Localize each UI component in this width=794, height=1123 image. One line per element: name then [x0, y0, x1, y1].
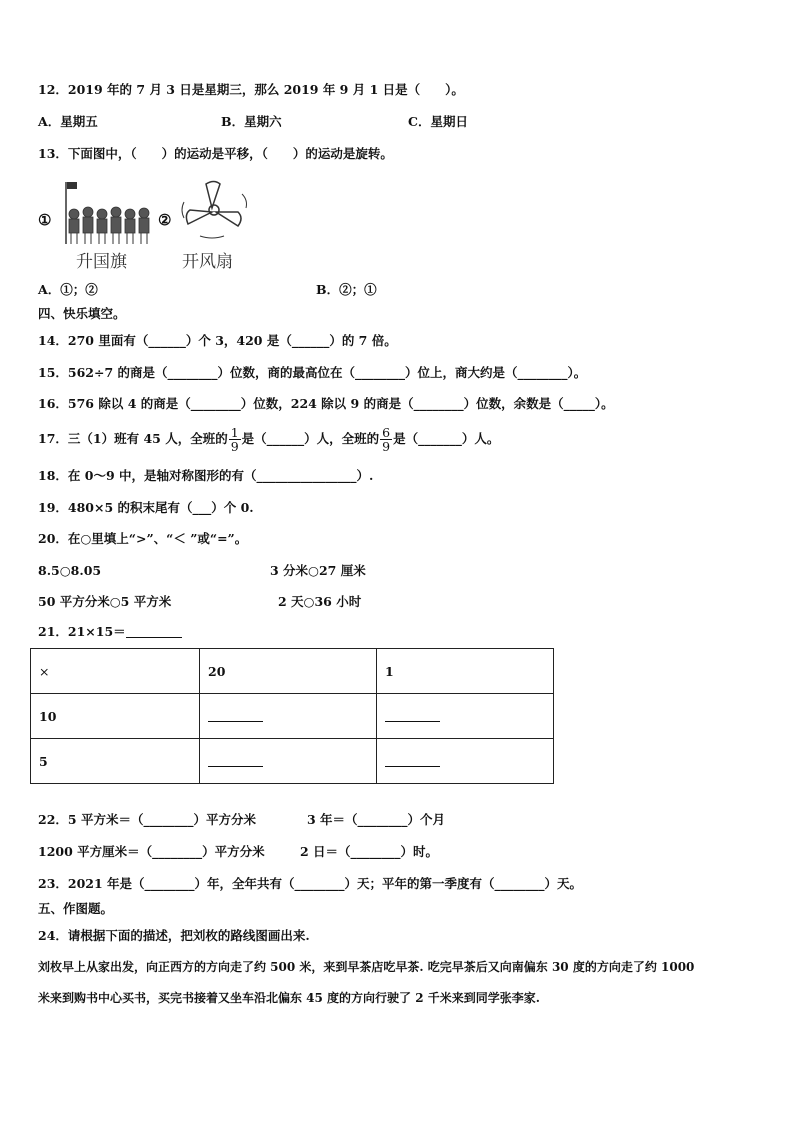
- q12-option-c: C．星期日: [408, 114, 468, 129]
- q22-part-c: 1200 平方厘米＝（________）平方分米: [38, 844, 265, 859]
- q12-stem: 12．2019 年的 7 月 3 日是星期三，那么 2019 年 9 月 1 日是（ ）。: [38, 82, 464, 97]
- q21-answer-blank[interactable]: [126, 625, 182, 638]
- answer-blank[interactable]: [385, 707, 440, 722]
- q13-option-b: B．②；①: [316, 282, 377, 297]
- fan-illustration: [176, 178, 252, 244]
- q15: 15．562÷7 的商是（________）位数，商的最高位在（________）位上，商大约是（________）。: [38, 365, 587, 380]
- q13-pic2-mark: ②: [158, 211, 172, 229]
- flag-raising-illustration: [56, 178, 156, 248]
- q24-description-line-2: 米来到购书中心买书，买完书接着又坐车沿北偏东 45 度的方向行驶了 2 千米来到同学张李家.: [38, 991, 540, 1005]
- q17: [38, 424, 499, 454]
- table-header-cell: ×: [31, 649, 200, 694]
- answer-blank[interactable]: [385, 752, 440, 767]
- q24-stem: 24．请根据下面的描述，把刘枚的路线图画出来.: [38, 928, 310, 943]
- table-row: [31, 739, 554, 784]
- q20-compare-3: 50 平方分米○5 平方米: [38, 594, 172, 609]
- q17-part-a: 17．三（1）班有 45 人，全班的: [38, 431, 228, 446]
- q21-stem: [38, 624, 182, 640]
- q17-fraction-2-numerator: 6: [382, 425, 391, 440]
- table-cell[interactable]: [377, 694, 554, 739]
- table-row-header: 5: [31, 739, 200, 784]
- q13-option-a: A．①；②: [38, 282, 98, 297]
- q23: 23．2021 年是（________）年，全年共有（________）天；平年的第一季度有（________）天。: [38, 876, 583, 891]
- answer-blank[interactable]: [208, 707, 263, 722]
- q19: 19．480×5 的积末尾有（___）个 0.: [38, 500, 254, 515]
- table-header-cell: 20: [200, 649, 377, 694]
- q12-option-b: B．星期六: [221, 114, 282, 129]
- q20-stem: 20．在○里填上“>”、“＜ ”或“=”。: [38, 531, 248, 546]
- q20-compare-2: 3 分米○27 厘米: [270, 563, 366, 578]
- q24-description-line-1: 刘枚早上从家出发，向正西方的方向走了约 500 米，来到早茶店吃早茶. 吃完早茶后又向南偏东 30 度的方向走了约 1000: [38, 960, 695, 974]
- q17-fraction-1-numerator: 1: [230, 425, 239, 440]
- q17-fraction-1-denominator: 9: [230, 439, 239, 454]
- table-row: [31, 694, 554, 739]
- q13-pic2-label: 开风扇: [182, 252, 233, 272]
- q21-stem-text: 21．21×15＝: [38, 624, 126, 639]
- q17-fraction-2: [380, 426, 392, 453]
- q17-part-c: 是（_______）人。: [393, 431, 500, 446]
- table-header-cell: 1: [377, 649, 554, 694]
- q12-option-a: A．星期五: [38, 114, 98, 129]
- section-4-heading: 四、快乐填空。: [38, 306, 126, 321]
- table-cell[interactable]: [200, 739, 377, 784]
- table-cell[interactable]: [377, 739, 554, 784]
- q13-pic1-mark: ①: [38, 211, 52, 229]
- q14: 14．270 里面有（______）个 3，420 是（______）的 7 倍。: [38, 333, 397, 348]
- multiplication-table: [30, 648, 554, 784]
- section-5-heading: 五、作图题。: [38, 901, 114, 916]
- q22-part-a: 22．5 平方米＝（________）平方分米: [38, 812, 256, 827]
- q17-fraction-2-denominator: 9: [382, 439, 391, 454]
- table-row-header: 10: [31, 694, 200, 739]
- table-cell[interactable]: [200, 694, 377, 739]
- q13-stem: 13．下面图中，（ ）的运动是平移，（ ）的运动是旋转。: [38, 146, 393, 161]
- q16: 16．576 除以 4 的商是（________）位数，224 除以 9 的商是（________）位数，余数是（_____）。: [38, 396, 614, 411]
- q17-fraction-1: [229, 426, 241, 453]
- q17-part-b: 是（______）人，全班的: [241, 431, 380, 446]
- q20-compare-4: 2 天○36 小时: [278, 594, 362, 609]
- q13-pic1-label: 升国旗: [76, 252, 127, 272]
- table-row: [31, 649, 554, 694]
- q18: 18．在 0～9 中，是轴对称图形的有（________________）.: [38, 468, 374, 483]
- q22-part-b: 3 年＝（________）个月: [307, 812, 446, 827]
- q22-part-d: 2 日＝（________）时。: [300, 844, 439, 859]
- q20-compare-1: 8.5○8.05: [38, 563, 102, 578]
- answer-blank[interactable]: [208, 752, 263, 767]
